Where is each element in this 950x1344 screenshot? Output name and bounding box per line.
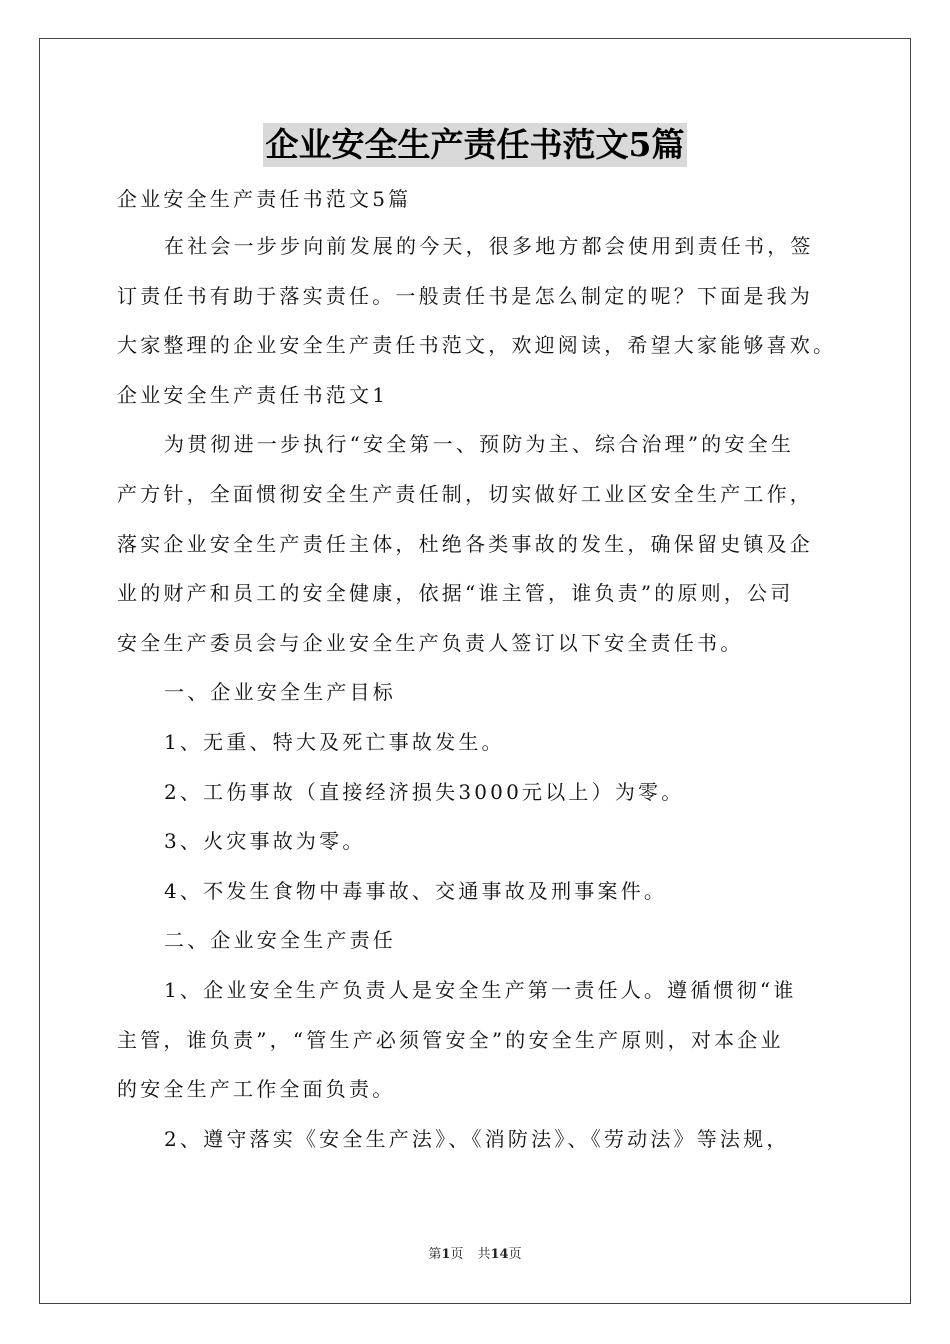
text-line: 主管，谁负责”，“管生产必须管安全”的安全生产原则，对本企业 bbox=[117, 1027, 784, 1052]
text-line: 企业安全生产责任书范文5篇 bbox=[117, 187, 412, 211]
text-line: 4、不发生食物中毒事故、交通事故及刑事案件。 bbox=[164, 878, 668, 903]
text-line: 1、企业安全生产负责人是安全生产第一责任人。遵循惯彻“谁 bbox=[164, 977, 797, 1002]
text-line: 企业安全生产责任书范文1 bbox=[117, 382, 389, 407]
text-line: 在社会一步步向前发展的今天，很多地方都会使用到责任书，签 bbox=[164, 234, 814, 258]
page-suffix: 页 bbox=[450, 1247, 464, 1262]
total-prefix: 共 bbox=[477, 1247, 491, 1262]
text-line: 的安全生产工作全面负责。 bbox=[117, 1077, 396, 1102]
text-line: 大家整理的企业安全生产责任书范文，欢迎阅读，希望大家能够喜欢。 bbox=[117, 333, 837, 358]
total-suffix: 页 bbox=[508, 1247, 522, 1262]
title-container bbox=[0, 123, 950, 167]
document-body bbox=[117, 176, 837, 1164]
text-line: 为贯彻进一步执行“安全第一、预防为主、综合治理”的安全生 bbox=[164, 432, 795, 457]
text-line: 2、工伤事故（直接经济损失3000元以上）为零。 bbox=[164, 779, 685, 804]
text-line: 一、企业安全生产目标 bbox=[164, 680, 396, 705]
text-line: 3、火灾事故为零。 bbox=[164, 829, 366, 854]
text-line: 二、企业安全生产责任 bbox=[164, 928, 396, 953]
text-line: 安全生产委员会与企业安全生产负责人签订以下安全责任书。 bbox=[117, 630, 744, 655]
text-line: 业的财产和员工的安全健康，依据“谁主管，谁负责”的原则，公司 bbox=[117, 581, 794, 606]
text-line: 订责任书有助于落实责任。一般责任书是怎么制定的呢？下面是我为 bbox=[117, 283, 813, 308]
text-line: 1、无重、特大及死亡事故发生。 bbox=[164, 729, 505, 754]
text-line: 2、遵守落实《安全生产法》、《消防法》、《劳动法》等法规， bbox=[164, 1126, 790, 1151]
document-title: 企业安全生产责任书范文5篇 bbox=[263, 123, 688, 167]
page-current: 1 bbox=[441, 1247, 451, 1262]
page-prefix: 第 bbox=[428, 1247, 442, 1262]
text-line: 产方针，全面惯彻安全生产责任制，切实做好工业区安全生产工作， bbox=[117, 481, 813, 506]
text-line: 落实企业安全生产责任主体，杜绝各类事故的发生，确保留史镇及企 bbox=[117, 531, 813, 556]
page-total: 14 bbox=[490, 1247, 509, 1262]
page-footer bbox=[0, 1243, 950, 1262]
